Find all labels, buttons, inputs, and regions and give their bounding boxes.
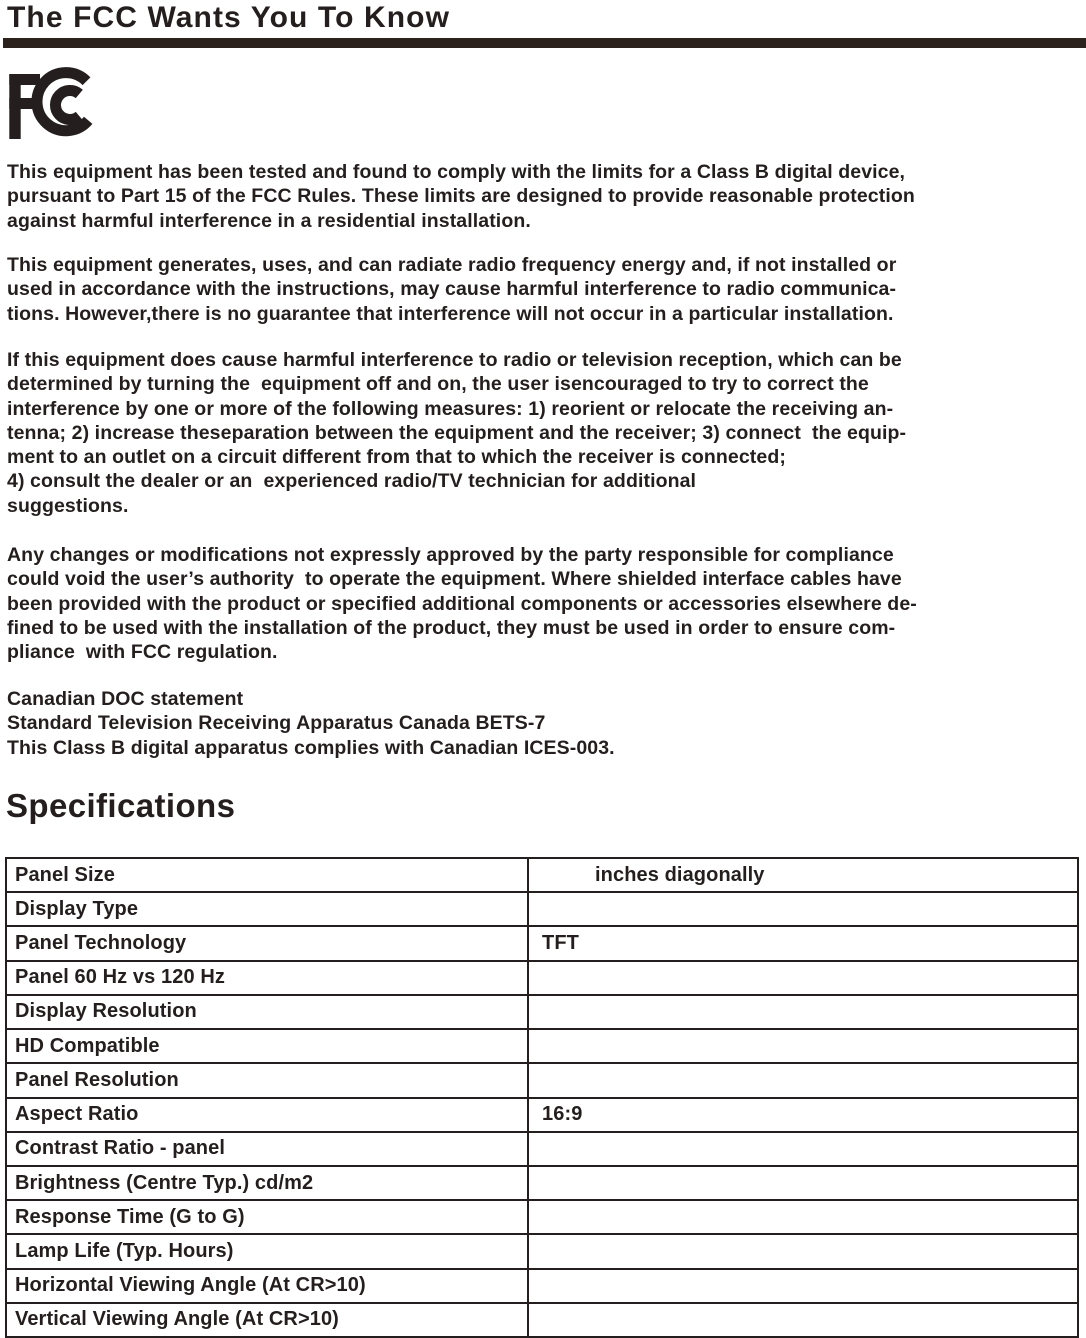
spec-value-cell bbox=[529, 893, 1077, 925]
spec-label-cell: Panel Technology bbox=[7, 927, 529, 959]
spec-value-cell bbox=[529, 1201, 1077, 1233]
paragraph-line: tenna; 2) increase theseparation between the equipment and the receiver; 3) connect the equip- bbox=[7, 421, 907, 444]
table-row bbox=[7, 1268, 1077, 1302]
table-row bbox=[7, 1165, 1077, 1199]
paragraph-line: pliance with FCC regulation. bbox=[7, 641, 278, 664]
table-row bbox=[7, 1062, 1077, 1096]
paragraph bbox=[7, 348, 906, 518]
spec-value-cell bbox=[529, 1030, 1077, 1062]
paragraph-line: pursuant to Part 15 of the FCC Rules. These limits are designed to provide reasonable protection bbox=[7, 185, 915, 208]
paragraph bbox=[7, 160, 915, 233]
spec-label-cell: HD Compatible bbox=[7, 1030, 529, 1062]
table-row bbox=[7, 859, 1077, 891]
spec-value-cell: inches diagonally bbox=[595, 863, 765, 886]
spec-value-cell bbox=[529, 1270, 1077, 1302]
paragraph-line: This Class B digital apparatus complies with Canadian ICES-003. bbox=[7, 736, 615, 759]
spec-label-cell: Contrast Ratio - panel bbox=[7, 1133, 529, 1165]
spec-label-cell: Vertical Viewing Angle (At CR>10) bbox=[7, 1304, 529, 1336]
paragraph-line: tions. However,there is no guarantee that interference will not occur in a particular installation. bbox=[7, 302, 894, 325]
title-rule bbox=[3, 38, 1086, 48]
paragraph-line: Standard Television Receiving Apparatus Canada BETS-7 bbox=[7, 712, 546, 735]
spec-label-cell: Horizontal Viewing Angle (At CR>10) bbox=[7, 1270, 529, 1302]
page-title: The FCC Wants You To Know bbox=[7, 1, 451, 34]
table-row bbox=[7, 1199, 1077, 1233]
spec-value-cell: 16:9 bbox=[542, 1103, 583, 1126]
specifications-table bbox=[5, 857, 1079, 1338]
table-row bbox=[7, 1131, 1077, 1165]
paragraph-line: 4) consult the dealer or an experienced radio/TV technician for additional bbox=[7, 470, 697, 493]
table-row bbox=[7, 1028, 1077, 1062]
paragraph-line: fined to be used with the installation of the product, they must be used in order to ensure com- bbox=[7, 616, 896, 639]
specifications-heading: Specifications bbox=[6, 787, 236, 824]
paragraph-line: used in accordance with the instructions, may cause harmful interference to radio communica- bbox=[7, 278, 897, 301]
table-row bbox=[7, 1302, 1077, 1336]
spec-label-cell: Display Resolution bbox=[7, 996, 529, 1028]
paragraph bbox=[7, 543, 917, 664]
spec-label-cell: Panel Resolution bbox=[7, 1064, 529, 1096]
table-row bbox=[7, 1233, 1077, 1267]
paragraph-line: Canadian DOC statement bbox=[7, 688, 244, 710]
table-row bbox=[7, 960, 1077, 994]
table-row bbox=[7, 1097, 1077, 1131]
paragraph-line: against harmful interference in a residential installation. bbox=[7, 209, 531, 232]
table-row bbox=[7, 891, 1077, 925]
spec-label-cell: Display Type bbox=[7, 893, 529, 925]
paragraph-line: interference by one or more of the following measures: 1) reorient or relocate the receiving an- bbox=[7, 397, 894, 420]
paragraph-line: Any changes or modifications not expressly approved by the party responsible for compliance bbox=[7, 544, 894, 566]
spec-value-cell bbox=[529, 1235, 1077, 1267]
spec-label-cell: Lamp Life (Typ. Hours) bbox=[7, 1235, 529, 1267]
paragraph-line: suggestions. bbox=[7, 494, 129, 517]
fcc-logo-icon bbox=[0, 60, 130, 145]
paragraph-line: This equipment has been tested and found to comply with the limits for a Class B digital device, bbox=[7, 161, 906, 183]
spec-label-cell: Aspect Ratio bbox=[7, 1099, 529, 1131]
spec-label-cell: Panel Size bbox=[7, 859, 529, 891]
paragraph bbox=[7, 687, 615, 760]
spec-label-cell: Panel 60 Hz vs 120 Hz bbox=[7, 962, 529, 994]
spec-value-cell: TFT bbox=[542, 932, 579, 955]
spec-value-cell bbox=[529, 1133, 1077, 1165]
table-row bbox=[7, 925, 1077, 959]
table-row bbox=[7, 994, 1077, 1028]
spec-value-cell bbox=[529, 962, 1077, 994]
paragraph-line: This equipment generates, uses, and can radiate radio frequency energy and, if not installed or bbox=[7, 254, 897, 276]
spec-value-cell bbox=[529, 996, 1077, 1028]
spec-label-cell: Brightness (Centre Typ.) cd/m2 bbox=[7, 1167, 529, 1199]
paragraph bbox=[7, 253, 896, 326]
paragraph-line: If this equipment does cause harmful interference to radio or television reception, which can be bbox=[7, 349, 902, 371]
spec-value-cell bbox=[529, 1167, 1077, 1199]
paragraph-line: could void the user’s authority to operate the equipment. Where shielded interface cables have bbox=[7, 568, 902, 591]
paragraph-line: been provided with the product or specified additional components or accessories elsewhere de- bbox=[7, 592, 917, 615]
spec-value-cell bbox=[529, 1304, 1077, 1336]
paragraph-line: determined by turning the equipment off and on, the user isencouraged to try to correct the bbox=[7, 373, 869, 396]
paragraph-line: ment to an outlet on a circuit different from that to which the receiver is connected; bbox=[7, 446, 786, 469]
spec-label-cell: Response Time (G to G) bbox=[7, 1201, 529, 1233]
spec-value-cell bbox=[529, 1064, 1077, 1096]
